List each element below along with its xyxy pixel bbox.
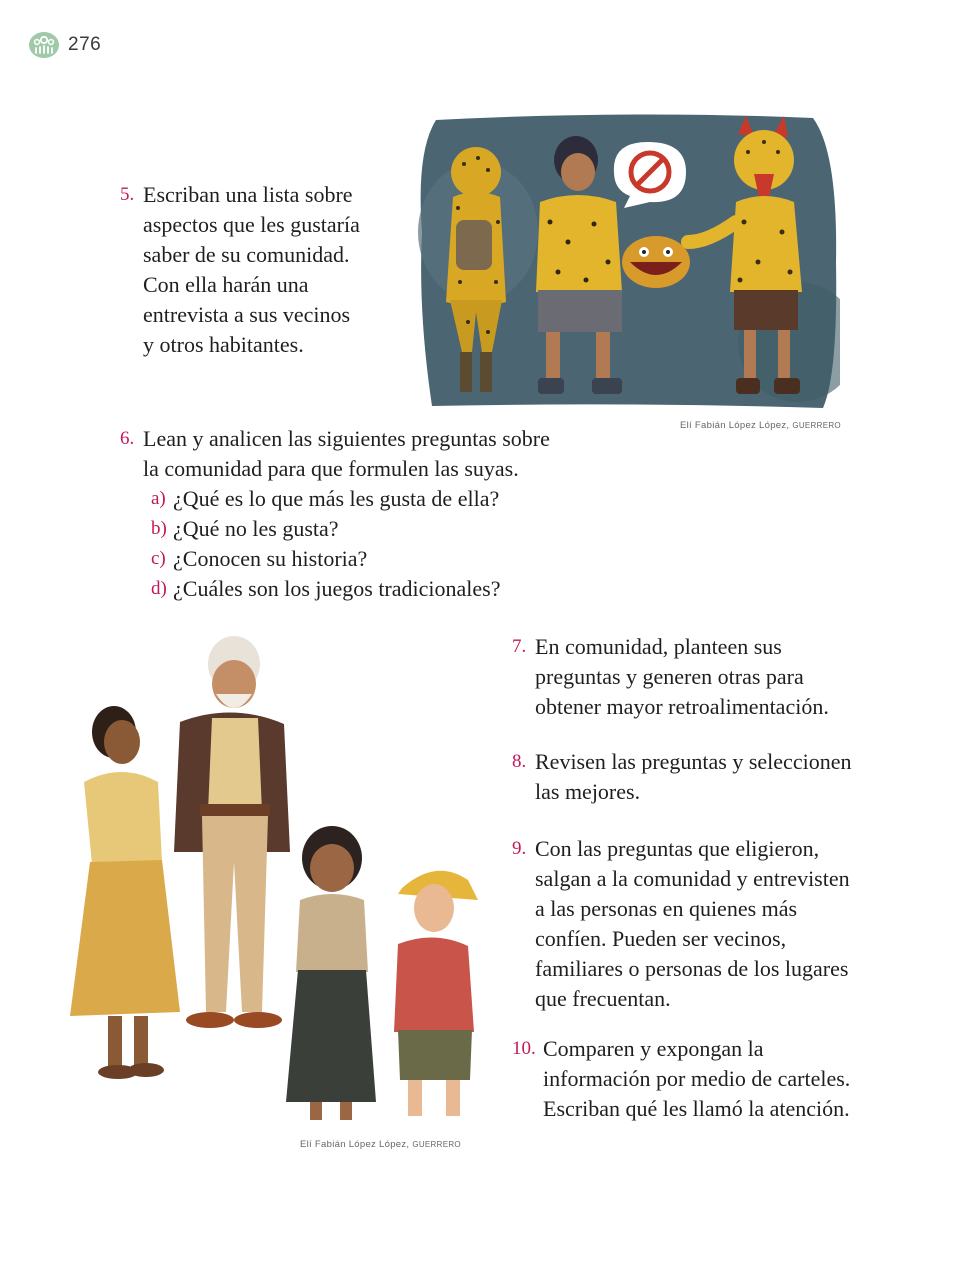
- community-people-illustration: [62, 632, 482, 1128]
- item-text-line: aspectos que les gustaría: [143, 212, 360, 237]
- illustration-credit: Elí Fabián López López, GUERRERO: [680, 420, 841, 431]
- item-text-line: las mejores.: [535, 779, 641, 804]
- item-text-line: confíen. Pueden ser vecinos,: [535, 926, 787, 951]
- woman-figure: [70, 706, 180, 1079]
- item-text-line: familiares o personas de los lugares: [535, 956, 849, 981]
- question-text: ¿Conocen su historia?: [173, 546, 368, 571]
- question-letter: b): [151, 518, 167, 539]
- item-number: 7.: [512, 636, 527, 657]
- activity-item-10: [512, 1034, 862, 1124]
- item-text-line: Comparen y expongan la: [543, 1036, 764, 1061]
- question-text: ¿Qué no les gusta?: [173, 516, 339, 541]
- item-text-line: y otros habitantes.: [143, 332, 304, 357]
- item-number: 5.: [120, 184, 135, 205]
- item-text-line: información por medio de carteles.: [543, 1066, 851, 1091]
- question-text: ¿Qué es lo que más les gusta de ella?: [173, 486, 500, 511]
- item-number: 8.: [512, 751, 527, 772]
- question-letter: c): [151, 548, 166, 569]
- item-text-line: que frecuentan.: [535, 986, 671, 1011]
- item-number: 10.: [512, 1038, 536, 1059]
- item-text-line: Revisen las preguntas y seleccionen: [535, 749, 852, 774]
- item-text-line: Con ella harán una: [143, 272, 309, 297]
- item-number: 9.: [512, 838, 527, 859]
- jaguar-mask-children-illustration: [418, 112, 840, 410]
- item-text-line: saber de su comunidad.: [143, 242, 350, 267]
- page-header: [28, 30, 101, 60]
- boy-with-cap-figure: [394, 871, 478, 1116]
- question-letter: a): [151, 488, 166, 509]
- girl-figure: [286, 826, 376, 1120]
- item-text-line: En comunidad, planteen sus: [535, 634, 782, 659]
- item-text-line: entrevista a sus vecinos: [143, 302, 351, 327]
- activity-item-8: [512, 747, 852, 807]
- activity-item-9: [512, 834, 852, 1014]
- item-text-line: Escriban una lista sobre: [143, 182, 353, 207]
- activity-item-5: [120, 180, 380, 360]
- page-number: 276: [68, 34, 102, 55]
- jaguar-mask-held: [622, 236, 690, 288]
- activity-item-6: [120, 424, 560, 484]
- item-text-line: Escriban qué les llamó la atención.: [543, 1096, 850, 1121]
- question-letter: d): [151, 578, 167, 599]
- item-text-line: salgan a la comunidad y entrevisten: [535, 866, 850, 891]
- item-text-line: la comunidad para que formulen las suyas.: [143, 456, 519, 481]
- item-text-line: obtener mayor retroalimentación.: [535, 694, 829, 719]
- question-text: ¿Cuáles son los juegos tradicionales?: [173, 576, 501, 601]
- illustration-credit: Elí Fabián López López, GUERRERO: [300, 1139, 461, 1150]
- item-text-line: preguntas y generen otras para: [535, 664, 804, 689]
- elderly-man-figure: [174, 636, 290, 1028]
- item-text-line: Lean y analicen las siguientes preguntas sobre: [143, 426, 550, 451]
- activity-item-7: [512, 632, 852, 722]
- item-text-line: Con las preguntas que eligieron,: [535, 836, 820, 861]
- community-glyph-icon: [28, 31, 60, 59]
- item-number: 6.: [120, 428, 135, 449]
- item-text-line: a las personas en quienes más: [535, 896, 798, 921]
